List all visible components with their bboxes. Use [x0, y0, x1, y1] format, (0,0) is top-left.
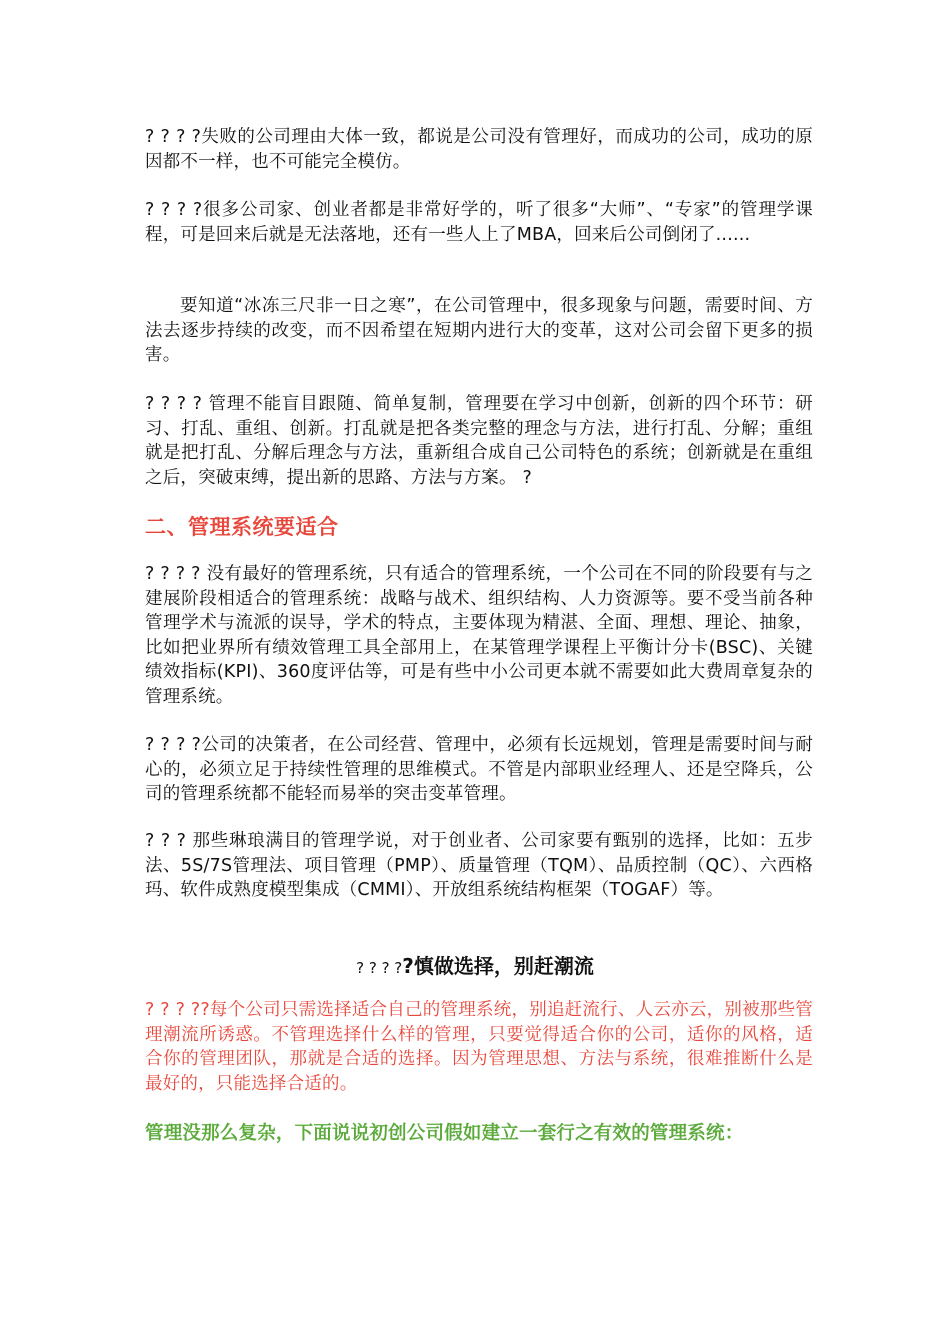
paragraph-no-best-system: ? ? ? ? 没有最好的管理系统，只有适合的管理系统，一个公司在不同的阶段要有与之建展阶段相适合的管理系统：战略与战术、组织结构、人力资源等。要不受当前各种管理学术与流派的误导，学术的特点，主要体现为精湛、全面、理想、理论、抽象，比如把业界所有绩效管理工具全部用上，在某管理学课程上平衡计分卡(BSC)、关键绩效指标(KPI)、360度评估等，可是有些中小公司更本就不需要如此大费周章复杂的管理系统。	[145, 564, 813, 707]
subheading-choose-carefully	[0, 950, 950, 979]
paragraph-failure-reasons: ? ? ? ?失败的公司理由大体一致，都说是公司没有管理好，而成功的公司，成功的原因都不一样，也不可能完全模仿。	[145, 127, 813, 172]
section-heading-suitable-system: 二、管理系统要适合	[145, 515, 339, 539]
subheading-title: ?慎做选择，别赶潮流	[402, 954, 594, 978]
paragraph-gradual-change: 要知道“冰冻三尺非一日之寒”，在公司管理中，很多现象与问题，需要时间、方法去逐步持续的改变，而不因希望在短期内进行大的变革，这对公司会留下更多的损害。	[145, 296, 813, 365]
paragraph-innovation-steps: ? ? ? ? 管理不能盲目跟随、简单复制，管理要在学习中创新，创新的四个环节：研习、打乱、重组、创新。打乱就是把各类完整的理念与方法，进行打乱、分解；重组就是把打乱、分解后理念与方法，重新组合成自己公司特色的系统；创新就是在重组之后，突破束缚，提出新的思路、方法与方案。 ?	[145, 394, 813, 488]
paragraph-startup-system-intro: 管理没那么复杂，下面说说初创公司假如建立一套行之有效的管理系统：	[145, 1123, 744, 1144]
paragraph-learning-not-landing: ? ? ? ?很多公司家、创业者都是非常好学的，听了很多“大师”、“专家”的管理学课程，可是回来后就是无法落地，还有一些人上了MBA，回来后公司倒闭了......	[145, 200, 813, 245]
subheading-prefix: ? ? ? ?	[356, 959, 403, 977]
paragraph-long-term-planning: ? ? ? ?公司的决策者，在公司经营、管理中，必须有长远规划，管理是需要时间与耐心的，必须立足于持续性管理的思维模式。不管是内部职业经理人、还是空降兵，公司的管理系统都不能轻而易举的突击变革管理。	[145, 735, 813, 804]
paragraph-choose-suitable: ? ? ? ??每个公司只需选择适合自己的管理系统，别追赶流行、人云亦云，别被那些管理潮流所诱惑。不管理选择什么样的管理，只要觉得适合你的公司，适你的风格，适合你的管理团队，那就是合适的选择。因为管理思想、方法与系统，很难推断什么是最好的，只能选择合适的。	[145, 1000, 813, 1094]
paragraph-management-theories: ? ? ? 那些琳琅满目的管理学说，对于创业者、公司家要有甄别的选择，比如：五步法、5S/7S管理法、项目管理（PMP）、质量管理（TQM）、品质控制（QC）、六西格玛、软件成熟度模型集成（CMMI）、开放组系统结构框架（TOGAF）等。	[145, 831, 813, 900]
